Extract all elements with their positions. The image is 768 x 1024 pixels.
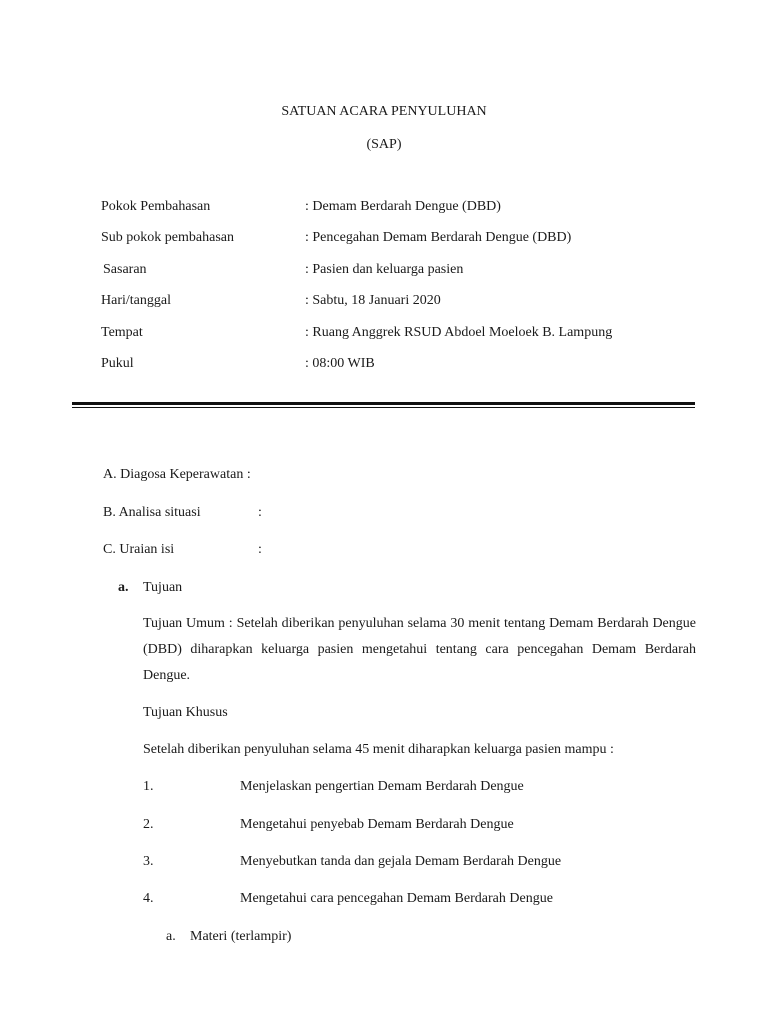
materi-marker: a.: [166, 929, 176, 944]
info-label-subpokok: Sub pokok pembahasan: [101, 230, 234, 245]
info-value-hari: : Sabtu, 18 Januari 2020: [305, 293, 441, 308]
info-label-hari: Hari/tanggal: [101, 293, 171, 308]
list-item-number: 4.: [143, 891, 154, 906]
section-c-label: C. Uraian isi: [103, 542, 175, 557]
info-value-tempat: : Ruang Anggrek RSUD Abdoel Moeloek B. Lampung: [305, 325, 613, 340]
list-item-number: 2.: [143, 817, 154, 832]
document-title: SATUAN ACARA PENYULUHAN: [281, 104, 487, 119]
info-value-pokok: : Demam Berdarah Dengue (DBD): [305, 199, 501, 214]
header-divider-thick: [72, 402, 695, 405]
list-item-text: Mengetahui cara pencegahan Demam Berdarah Dengue: [240, 891, 553, 906]
info-value-pukul: : 08:00 WIB: [305, 356, 375, 371]
document-subtitle: (SAP): [366, 137, 402, 152]
list-item-text: Menjelaskan pengertian Demam Berdarah Dengue: [240, 779, 524, 794]
materi-text: Materi (terlampir): [190, 929, 292, 944]
section-c-colon: :: [258, 542, 262, 557]
info-label-sasaran: Sasaran: [103, 262, 147, 277]
list-item-number: 3.: [143, 854, 154, 869]
header-divider-thin: [72, 407, 695, 408]
list-item-text: Menyebutkan tanda dan gejala Demam Berdarah Dengue: [240, 854, 562, 869]
list-item-number: 1.: [143, 779, 154, 794]
list-item-text: Mengetahui penyebab Demam Berdarah Dengue: [240, 817, 514, 832]
info-label-pukul: Pukul: [101, 356, 134, 371]
subsection-a-marker: a.: [118, 580, 129, 595]
section-a-label: A. Diagosa Keperawatan :: [103, 467, 251, 482]
info-value-sasaran: : Pasien dan keluarga pasien: [305, 262, 464, 277]
section-b-label: B. Analisa situasi: [103, 505, 201, 520]
subsection-a-title: Tujuan: [143, 580, 183, 595]
tujuan-khusus-title: Tujuan Khusus: [143, 705, 228, 720]
info-label-tempat: Tempat: [101, 325, 143, 340]
tujuan-umum-paragraph: Tujuan Umum : Setelah diberikan penyuluhan selama 30 menit tentang Demam Berdarah Dengue (DBD) diharapkan keluarga pasien mengetahui tentang cara pencegahan Demam Berdarah Dengue.: [143, 616, 696, 683]
section-b-colon: :: [258, 505, 262, 520]
tujuan-khusus-intro: Setelah diberikan penyuluhan selama 45 menit diharapkan keluarga pasien mampu :: [143, 742, 614, 757]
info-label-pokok: Pokok Pembahasan: [101, 199, 211, 214]
info-value-subpokok: : Pencegahan Demam Berdarah Dengue (DBD): [305, 230, 572, 245]
